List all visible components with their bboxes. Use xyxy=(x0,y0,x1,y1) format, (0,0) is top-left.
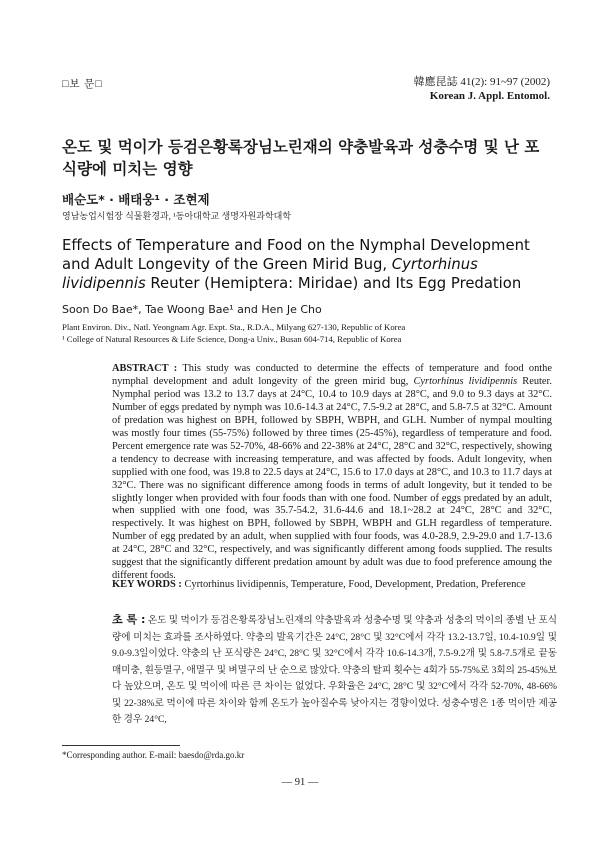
korean-title: 온도 및 먹이가 등검은황록장님노린재의 약충발육과 성충수명 및 난 포식량에 미치는 영향 xyxy=(62,138,540,178)
footnote: *Corresponding author. E-mail: baesdo@rda.go.kr xyxy=(62,750,245,760)
english-affiliations xyxy=(62,321,562,345)
abstract-label: ABSTRACT : xyxy=(112,363,178,374)
english-title xyxy=(62,236,542,293)
affiliation-2: ¹ College of Natural Resources & Life Science, Dong-a Univ., Busan 604-714, Republic of Korea xyxy=(62,334,402,344)
korean-affiliation: 영남농업시험장 식물환경과, ¹동아대학교 생명자원과학대학 xyxy=(62,211,292,221)
journal-header xyxy=(414,75,550,103)
footnote-divider xyxy=(62,745,180,746)
korean-abstract-label: 초 록 : xyxy=(112,613,146,626)
keywords-text: Cyrtorhinus lividipennis, Temperature, Food, Development, Predation, Preference xyxy=(184,579,526,590)
english-title-part1: Effects of Temperature and Food on the Nymphal Development and Adult Longevity of the Green Mirid Bug, xyxy=(62,237,530,273)
keywords xyxy=(112,578,552,591)
english-title-species: Cyrtorhinus lividipennis xyxy=(62,256,478,292)
abstract xyxy=(112,363,552,583)
english-authors: Soon Do Bae*, Tae Woong Bae¹ and Hen Je Cho xyxy=(62,303,322,316)
journal-name: Korean J. Appl. Entomol. xyxy=(429,90,550,102)
abstract-text-2: Reuter. Nymphal period was 13.2 to 13.7 days at 24°C, 10.4 to 10.9 days at 28°C, and 9.0 to 9.3 days at 32°C. Number of eggs predated by nymph was 10.6-14.3 at 24°C, 7.5-9.2 at 28°C, and 5.8-7.5 at 32°C. Amount of predation was highest on BPH, followed by SBPH, WBPH, and GLH. Number of nympal moulting was mostly four times (55-75%) followed by three times (25-45%), regardless of temperature and food. Percent emergence rate was 52-70%, 48-66% and 22-38% at 24°C, 28°C and 32°C, respectively, showing a tendency to decrease with increasing temperature, and was affected by foods. Adult longevity, when supplied with one food, was 19.8 to 22.5 days at 24°C, 15.6 to 17.0 days at 28°C, and 10.3 to 11.7 days at 32°C. There was no significant difference among foods in terms of adult longevity, but it tended to be slightly longer when provided with four foods than with one food. Number of eggs predated by an adult, when supplied with one food, was 35.7-54.2, 31.6-44.6 and 18.1~28.2 at 24°C, 28°C and 32°C, respectively. It was highest on BPH, followed by SBPH, WBPH and GLH regardless of temperature. Number of egg predated by an adult, when supplied with four foods, was 4.0-28.9, 2.9-29.0 and 1.7-13.6 at 24°C, 28°C and 32°C, respectively, and was significantly different among foods supplied. The results suggest that the significantly different predation amount by adult was due to food preference amoung the different foods. xyxy=(112,375,552,582)
affiliation-1: Plant Environ. Div., Natl. Yeongnam Agr. Expt. Sta., R.D.A., Milyang 627-130, Republic of Korea xyxy=(62,322,406,332)
abstract-species: Cyrtorhinus lividipennis xyxy=(413,375,518,387)
korean-authors: 배순도* · 배태웅¹ · 조현제 xyxy=(62,192,210,207)
korean-abstract xyxy=(112,612,557,729)
korean-abstract-text: 온도 및 먹이가 등검은황록장님노린재의 약충발육과 성충수명 및 약충과 성충의 먹이의 종별 난 포식량에 미치는 효과를 조사하였다. 약충의 발육기간은 24°C, 28°C 및 32°C에서 각각 13.2-13.7일, 10.4-10.9일 및 9.0-9.3일이었다. 약충의 난 포식량은 24°C, 28°C 및 32°C에서 각각 10.6-14.3개, 7.5-9.2개 및 5.8-7.5개로 끝동매미충, 흰등멸구, 애멸구 및 벼멸구의 난 순으로 많았다. 약충의 탈피 횟수는 4회가 55-75%로 3회의 25-45%보다 높았으며, 온도 및 먹이에 따른 큰 차이는 없었다. 우화율은 24°C, 28°C 및 32°C에서 각각 52-70%, 48-66% 및 22-38%로 먹이에 따른 차이와 함께 온도가 높아질수록 낮아지는 경향이었다. 성충수명은 1종 먹이만 제공한 경우 24°C, xyxy=(112,615,557,725)
abstract-text-1: This study was conducted to determine the effects of temperature and food onthe nymphal development and adult longevity of the green mirid bug, xyxy=(112,363,552,387)
page-number: — 91 — xyxy=(281,777,319,788)
journal-citation: 韓應昆誌 41(2): 91~97 (2002) xyxy=(413,76,550,88)
english-title-part2: Reuter (Hemiptera: Miridae) and Its Egg Predation xyxy=(145,275,522,292)
section-label: □보 문□ xyxy=(62,79,103,90)
keywords-label: KEY WORDS : xyxy=(112,579,182,590)
